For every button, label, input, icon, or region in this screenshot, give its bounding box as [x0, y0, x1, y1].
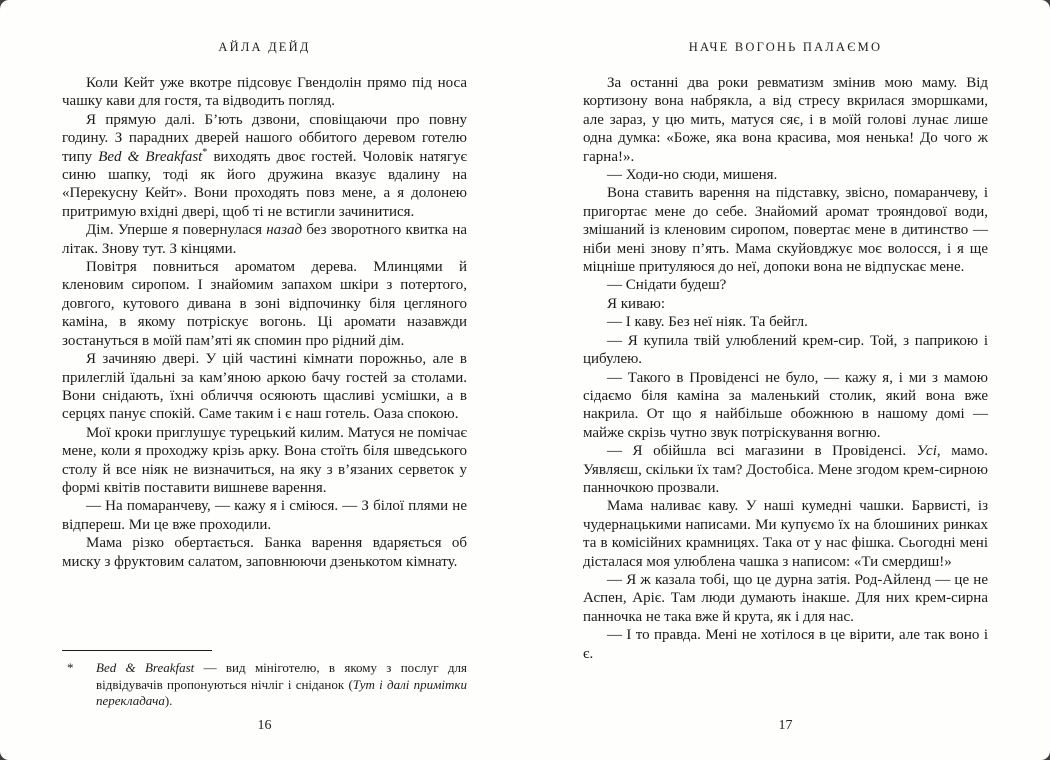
paragraph: [62, 424, 467, 498]
page-body: [583, 74, 988, 663]
text-segment: Вона ставить варення на підставку, звісно, помаранчеву, і пригортає мене до себе. Знайомий аромат трояндової води, змішаний із кленовим сиропом, повертає мене в дитинство — ніби мені знову п’ять. Мама скуйовджує моє волосся, і я ще міцніше притуляюся до неї, допоки вона не відпускає мене.: [583, 185, 988, 276]
text-segment: Я зачиняю двері. У цій частині кімнати порожньо, але в прилеглій їдальні за кам’яною аркою бачу гостей за столами. Вони снідають, їхні обличчя осяюють щасливі усмішки, а в серцях панує спокій. Саме таким і є наш готель. Оаза спокою.: [62, 351, 467, 423]
paragraph: [62, 74, 467, 111]
running-header-title: НАЧЕ ВОГОНЬ ПАЛАЄМО: [688, 40, 883, 54]
text-segment: — Я купила твій улюблений крем-сир. Той, з паприкою і цибулею.: [583, 332, 988, 368]
text-segment: За останні два роки ревматизм змінив мою маму. Від кортизону вона набрякла, а від стресу вкрилася зморшками, але зараз, у цю мить, матуся сяє, і в моїй голові лунає лише одна думка: «Боже, яка вона красива, моя ненька! До чого ж гарна!».: [583, 75, 988, 165]
text-segment: Коли Кейт уже вкотре підсовує Гвендолін прямо під носа чашку кави для гостя, та відводить погляд.: [62, 75, 467, 110]
text-segment: Я прямую далі. Б’ють дзвони, сповіщаючи про повну годину. З парадних дверей нашого оббитого деревом готелю типу: [62, 111, 467, 165]
text-segment: — Я обійшла всі магазини в Провіденсі.: [607, 443, 917, 460]
footnote-marker: *: [67, 660, 74, 676]
text-segment: — Снідати будеш?: [607, 277, 727, 294]
paragraph: [583, 571, 988, 626]
paragraph: [62, 534, 467, 571]
page-number-right: 17: [778, 718, 793, 733]
paragraph: [583, 295, 988, 313]
text-segment: — І то правда. Мені не хотілося в це вірити, але так воно і є.: [583, 627, 988, 662]
paragraph: [583, 74, 988, 166]
italic-text: Bed & Breakfast: [98, 148, 203, 165]
footnote-body: [96, 660, 467, 708]
text-segment: Мої кроки приглушує турецький килим. Матуся не помічає мене, коли я проходжу крізь арку. Вона стоїть біля шведського столу й все ніяк не визначиться, на яку з в’язаних серветок у формі квітів поставити вишневе варення.: [62, 424, 467, 496]
paragraph: [583, 276, 988, 294]
text-segment: Мама різко обертається. Банка варення вдаряється об миску з фруктовим салатом, заповнюючи дзенькотом кімнату.: [62, 535, 467, 570]
running-header-author: АЙЛА ДЕЙД: [218, 40, 311, 54]
italic-text: Тут і далі примітки перекладача: [96, 676, 467, 709]
text-segment: , мамо. Уявляєш, скільки їх там? Достобіса. Мене згодом крем-сирною панночкою прозвали.: [583, 443, 988, 496]
text-segment: ).: [164, 693, 173, 709]
text-segment: — На помаранчеву, — кажу я і сміюся. — З білої плями не відпереш. Ми це вже проходили.: [62, 498, 467, 533]
footnote-reference: *: [202, 146, 208, 158]
text-segment: виходять двоє гостей. Чоловік натягує синю шапку, тоді як його дружина вказує вдалину на «Перекусну Кейт». Вони проходять повз мене, а я долонею притримую вхідні двері, щоб ті не встигли зачинитися.: [62, 148, 467, 220]
italic-text: Bed & Breakfast: [96, 660, 195, 676]
text-segment: без зворотного квитка на літак. Знову тут. З кінцями.: [62, 222, 467, 257]
paragraph: [62, 350, 467, 424]
paragraph: [62, 111, 467, 221]
right-page: [525, 0, 1050, 760]
paragraph: [583, 166, 988, 184]
paragraph: [62, 221, 467, 258]
paragraph: [583, 332, 988, 369]
paragraph: [62, 497, 467, 534]
footnote-separator: [62, 650, 212, 651]
text-segment: Я киваю:: [607, 295, 665, 312]
text-segment: — вид мініготелю, в якому з послуг для відвідувачів пропонуються нічліг і сніданок (: [96, 660, 467, 692]
page-body: [62, 74, 467, 571]
text-segment: Мама наливає каву. У наші кумедні чашки. Барвисті, із чудернацькими написами. Ми купуємо їх на блошиних ринках та в комісійних крамницях. Така от у нас фішка. Сьогодні мені дісталася моя улюблена чашка з написом: «Ти смердиш!»: [583, 498, 988, 570]
paragraph: [583, 442, 988, 497]
paragraph: [583, 626, 988, 663]
text-segment: — Такого в Провіденсі не було, — кажу я, і ми з мамою сідаємо біля каміна за маленький столик, який вона вже накрила. От що я найбільше обожнюю в нашому домі — майже скрізь чутно звук потріскування вогню.: [583, 369, 988, 441]
paragraph: [583, 184, 988, 276]
paragraph: [583, 313, 988, 331]
text-segment: — Я ж казала тобі, що це дурна затія. Род-Айленд — це не Аспен, Аріє. Там люди думають інакше. Для них крем-сирна панночка не така вже й крута, як і для нас.: [583, 571, 988, 625]
text-segment: Повітря повниться ароматом дерева. Млинцями й кленовим сиропом. І знайомим запахом шкіри з потертого, довгого, кутового дивана в зоні відпочинку біля цегляного каміна, в якому потріскує вогонь. Ці аромати назавжди зостануться в моїй пам’яті як спомин про рідний дім.: [62, 259, 467, 349]
footnote: [62, 650, 467, 710]
page-number-left: 16: [257, 718, 272, 733]
paragraph: [583, 369, 988, 443]
footnote-text: [62, 660, 467, 710]
text-segment: Дім. Уперше я повернулася: [86, 222, 267, 239]
paragraph: [62, 258, 467, 350]
text-segment: — Ходи-но сюди, мишеня.: [607, 167, 778, 184]
italic-text: назад: [266, 222, 303, 239]
text-segment: — І каву. Без неї ніяк. Та бейгл.: [607, 314, 808, 331]
italic-text: Усі: [916, 443, 937, 460]
paragraph: [583, 497, 988, 571]
